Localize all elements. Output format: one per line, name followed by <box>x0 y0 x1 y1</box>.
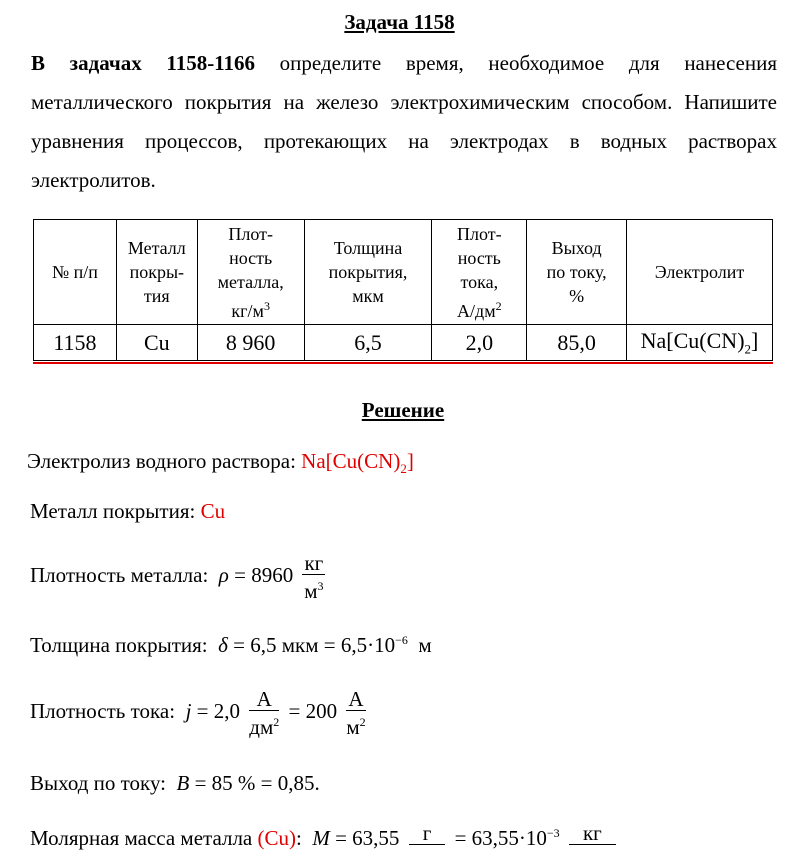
intro-bold-lead: В задачах 1158-1166 <box>31 51 256 75</box>
solution-heading: Решение <box>361 398 445 422</box>
header-metal: Металл покры- тия <box>116 220 197 325</box>
current-yield-line: Выход по току: B = 85 % = 0,85. <box>30 771 320 795</box>
table-bottom-red-line <box>33 362 773 364</box>
density-symbol: ρ <box>218 562 229 587</box>
molar-symbol: M <box>312 826 330 850</box>
header-num: № п/п <box>34 220 117 325</box>
cell-current-yield: 85,0 <box>527 325 627 361</box>
header-thickness: Толщина покрытия, мкм <box>304 220 432 325</box>
intro-line-3: уравнения процессов, протекающих на электродах в водных растворах <box>31 129 777 153</box>
electrolyte-formula: $Na[Cu(CN)_2]$ <box>301 449 414 477</box>
cell-current-density: 2,0 <box>432 325 527 361</box>
header-density: Плот- ность металла, $кг/м^3$ <box>197 220 304 325</box>
current-unit-fraction-1: $\frac{А}{дм^2}$ <box>249 687 280 739</box>
metal-value: Cu <box>200 499 226 523</box>
yield-symbol: B <box>176 771 190 795</box>
task-data-table <box>33 219 773 361</box>
density-unit-fraction: $\frac{кг}{м^3}$ <box>304 551 324 603</box>
intro-line-1-text: определите время, необходимое для нанесения <box>255 51 777 75</box>
molar-unit-fraction-1: г <box>409 822 446 845</box>
current-symbol: j <box>185 698 192 723</box>
table-header-row <box>34 220 773 325</box>
current-unit-fraction-2: $\frac{А}{м^2}$ <box>346 687 366 739</box>
header-current-density: Плот- ность тока, $А/дм^2$ <box>432 220 527 325</box>
cell-density: 8 960 <box>197 325 304 361</box>
metal-line: Металл покрытия: Cu <box>30 499 226 523</box>
intro-line-2: металлического покрытия на железо электрохимическим способом. Напишите <box>31 90 777 114</box>
cell-metal: Cu <box>116 325 197 361</box>
thickness-symbol: δ <box>218 633 228 657</box>
intro-line-1 <box>31 44 777 83</box>
cell-electrolyte: $Na[Cu(CN)_2]$ <box>627 325 773 361</box>
intro-line-4: электролитов. <box>31 168 156 192</box>
header-electrolyte: Электролит <box>627 220 773 325</box>
cell-num: 1158 <box>34 325 117 361</box>
density-line: Плотность металла: ρ = 8960 $\frac{кг}{м^3}$ <box>30 551 324 603</box>
molar-unit-fraction-2: кг <box>569 822 616 845</box>
current-density-line: Плотность тока: j = 2,0 $\frac{А}{дм^2}$ = 200 $\frac{А}{м^2}$ <box>30 687 366 739</box>
electrolysis-line: Электролиз водного раствора: $Na[Cu(CN)_2]$ <box>27 449 414 477</box>
molar-metal: (Cu) <box>257 826 296 850</box>
header-current-yield: Выход по току, % <box>527 220 627 325</box>
thickness-line: Толщина покрытия: δ = 6,5 мкм = $6,5\cdot 10^{-6}$ м <box>30 633 432 657</box>
table-row <box>34 325 773 361</box>
cell-thickness: 6,5 <box>304 325 432 361</box>
task-title: Задача 1158 <box>344 10 455 34</box>
molar-mass-line: Молярная масса металла (Cu): M = 63,55 г = $63,55\cdot 10^{-3}$ кг <box>30 826 620 851</box>
